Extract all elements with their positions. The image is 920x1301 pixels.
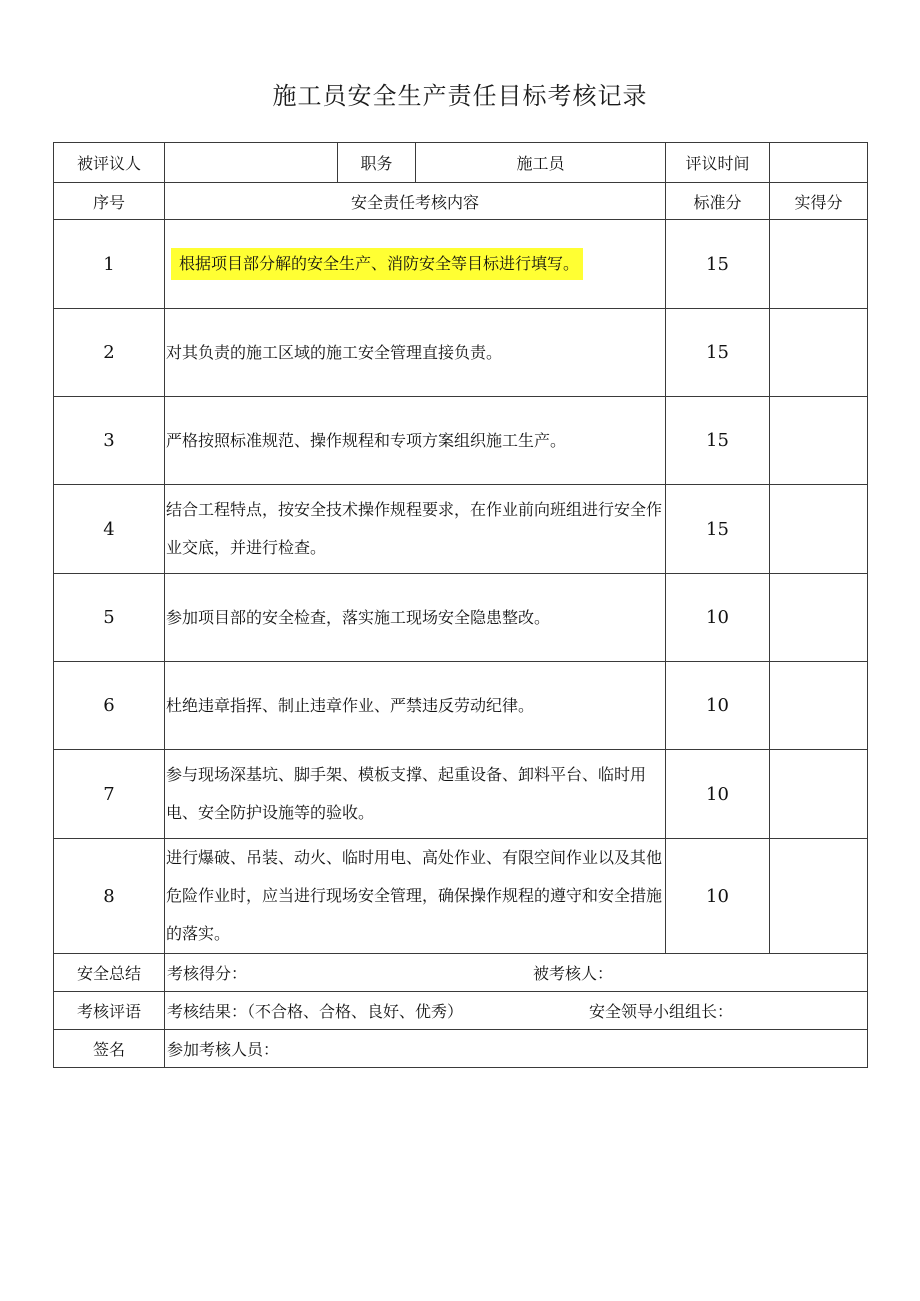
row-seq: 3 (54, 397, 165, 485)
position-value: 施工员 (416, 143, 666, 183)
row-content (165, 220, 666, 309)
table-row (54, 397, 868, 485)
eval-time-value-field[interactable] (770, 143, 868, 183)
row-seq: 2 (54, 309, 165, 397)
row-standard-score: 15 (666, 220, 770, 309)
row-standard-score: 10 (666, 662, 770, 750)
evaluee-value-field[interactable] (165, 143, 338, 183)
comment-row (54, 992, 868, 1030)
row-seq: 8 (54, 839, 165, 954)
comment-content[interactable] (165, 992, 868, 1030)
page-title: 施工员安全生产责任目标考核记录 (272, 82, 648, 110)
table-row (54, 574, 868, 662)
row-content: 进行爆破、吊装、动火、临时用电、高处作业、有限空间作业以及其他危险作业时，应当进行现场安全管理，确保操作规程的遵守和安全措施的落实。 (165, 839, 666, 954)
col-actual-header: 实得分 (770, 183, 868, 220)
sign-label: 签名 (54, 1030, 165, 1068)
highlighted-content: 根据项目部分解的安全生产、消防安全等目标进行填写。 (171, 248, 583, 280)
header-info-row (54, 143, 868, 183)
col-standard-header: 标准分 (666, 183, 770, 220)
summary-content[interactable] (165, 954, 868, 992)
position-label: 职务 (338, 143, 416, 183)
row-seq: 5 (54, 574, 165, 662)
col-seq-header: 序号 (54, 183, 165, 220)
row-content: 严格按照标准规范、操作规程和专项方案组织施工生产。 (165, 397, 666, 485)
row-seq: 7 (54, 750, 165, 839)
row-standard-score: 15 (666, 309, 770, 397)
table-row (54, 662, 868, 750)
summary-row (54, 954, 868, 992)
row-actual-score-field[interactable] (770, 309, 868, 397)
row-standard-score: 10 (666, 839, 770, 954)
row-content: 对其负责的施工区域的施工安全管理直接负责。 (165, 309, 666, 397)
assessee-label: 被考核人： (532, 964, 613, 983)
row-standard-score: 10 (666, 574, 770, 662)
row-actual-score-field[interactable] (770, 574, 868, 662)
evaluee-label: 被评议人 (54, 143, 165, 183)
row-content: 杜绝违章指挥、制止违章作业、严禁违反劳动纪律。 (165, 662, 666, 750)
participants-label: 参加考核人员： (167, 1040, 280, 1059)
table-row (54, 309, 868, 397)
comment-label: 考核评语 (54, 992, 165, 1030)
row-standard-score: 15 (666, 485, 770, 574)
row-standard-score: 15 (666, 397, 770, 485)
signature-content[interactable] (165, 1030, 868, 1068)
row-content: 参加项目部的安全检查，落实施工现场安全隐患整改。 (165, 574, 666, 662)
row-content: 结合工程特点，按安全技术操作规程要求，在作业前向班组进行安全作业交底，并进行检查。 (165, 485, 666, 574)
leader-label: 安全领导小组组长： (588, 1002, 733, 1021)
table-row (54, 485, 868, 574)
column-header-row (54, 183, 868, 220)
row-actual-score-field[interactable] (770, 397, 868, 485)
eval-time-label: 评议时间 (666, 143, 770, 183)
row-actual-score-field[interactable] (770, 662, 868, 750)
row-seq: 6 (54, 662, 165, 750)
assessment-table (53, 142, 868, 1068)
col-content-header: 安全责任考核内容 (165, 183, 666, 220)
table-row (54, 839, 868, 954)
row-actual-score-field[interactable] (770, 750, 868, 839)
table-row (54, 750, 868, 839)
row-seq: 4 (54, 485, 165, 574)
table-row (54, 220, 868, 309)
row-actual-score-field[interactable] (770, 839, 868, 954)
summary-label: 安全总结 (54, 954, 165, 992)
row-content: 参与现场深基坑、脚手架、模板支撑、起重设备、卸料平台、临时用电、安全防护设施等的验收。 (165, 750, 666, 839)
row-standard-score: 10 (666, 750, 770, 839)
row-seq: 1 (54, 220, 165, 309)
signature-row (54, 1030, 868, 1068)
row-actual-score-field[interactable] (770, 485, 868, 574)
row-actual-score-field[interactable] (770, 220, 868, 309)
result-label: 考核结果：（不合格、合格、良好、优秀） (167, 1002, 464, 1021)
score-label: 考核得分： (167, 964, 248, 983)
